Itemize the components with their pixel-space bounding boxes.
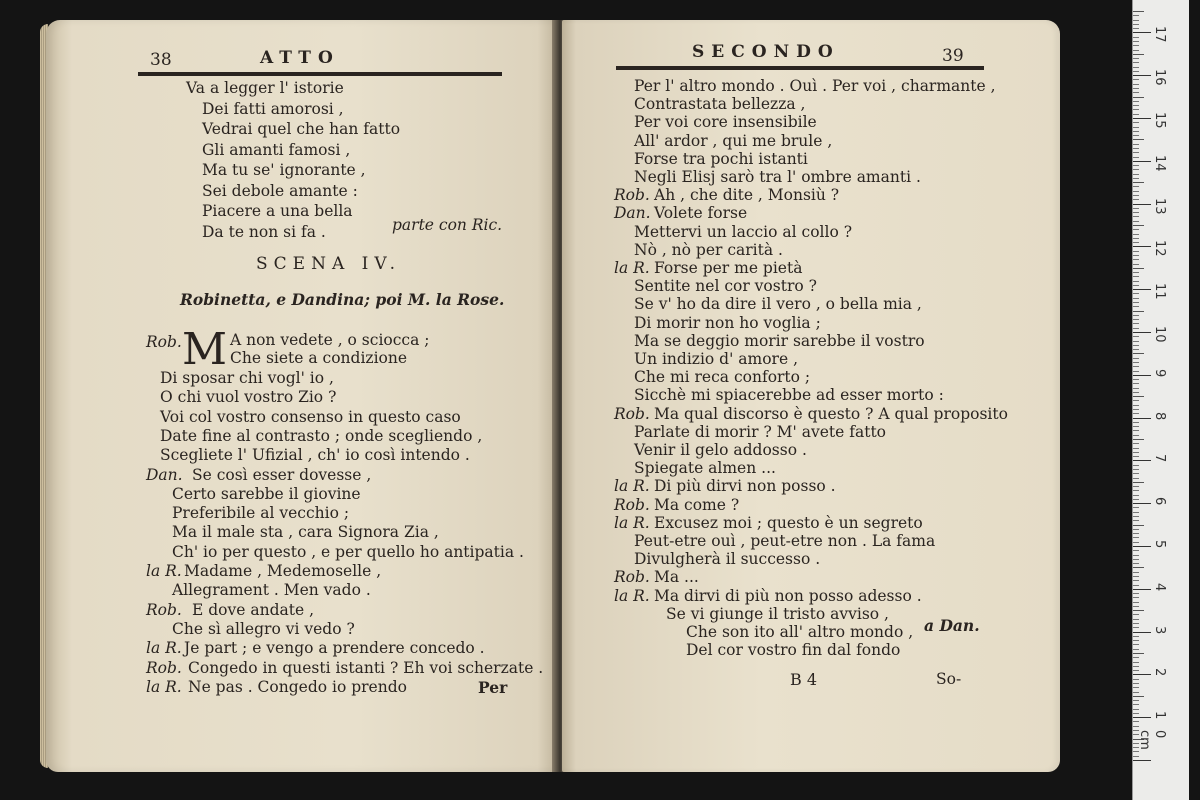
ruler-tick [1133,452,1139,453]
ruler-tick [1133,135,1139,136]
dialogue-line: Certo sarebbe il giovine [172,484,361,503]
ruler-tick [1133,666,1139,667]
ruler-tick [1133,448,1139,449]
ruler-tick [1133,67,1139,68]
speaker-label: Rob. [146,333,182,351]
ruler-tick [1133,328,1139,329]
ruler-number: 10 [1152,326,1167,343]
ruler-tick [1133,259,1139,260]
ruler-tick [1133,679,1139,680]
dialogue-line: Che siete a condizione [230,349,408,367]
ruler-tick [1133,636,1139,637]
dialogue-line: Se v' ho da dire il vero , o bella mia , [634,295,922,314]
ruler-tick [1133,490,1139,491]
ruler-tick [1133,443,1139,444]
ruler-tick [1133,692,1139,693]
ruler-tick [1133,169,1139,170]
ruler-tick [1133,717,1151,718]
ruler-tick [1133,298,1139,299]
ruler-number: 13 [1152,197,1167,215]
ruler-tick [1133,503,1151,504]
ruler-tick [1133,379,1139,380]
dialogue-line: Volete forse [654,204,748,223]
dialogue-line: Se così esser dovesse , [192,465,372,484]
ruler-tick [1133,208,1139,209]
speaker-label: Rob. [146,600,182,619]
ruler-tick [1133,216,1139,217]
ruler-number: 16 [1152,69,1167,86]
ruler-tick [1133,341,1139,342]
dialogue-line: Sentite nel cor vostro ? [634,277,817,296]
drop-cap: M [182,324,228,375]
ruler-number: 2 [1152,668,1167,677]
ruler-tick [1133,418,1151,419]
ruler-tick [1133,268,1144,269]
ruler-tick [1133,195,1139,196]
ruler-tick [1133,24,1139,25]
ruler-tick [1133,54,1144,55]
dialogue-line: Contrastata bellezza , [634,95,806,114]
ruler-tick [1133,567,1144,568]
dialogue-line: Ma ... [654,568,699,587]
ruler-number: 5 [1152,540,1167,549]
ruler-tick [1133,88,1139,89]
ruler-tick [1133,460,1151,461]
speaker-label: la R. [614,477,650,496]
dialogue-line: Un indizio d' amore , [634,350,798,368]
ruler-number: 7 [1152,454,1167,463]
header-rule [616,66,984,70]
dialogue-line: Ma come ? [654,495,740,514]
ruler-tick [1133,576,1139,577]
ruler-tick [1133,246,1151,247]
ruler-tick [1133,529,1139,530]
ruler-tick [1133,285,1139,286]
speaker-label: Dan. [614,204,651,223]
ruler-number: 14 [1152,154,1167,172]
ruler-tick [1133,105,1139,106]
dialogue-line: Che mi reca conforto ; [634,368,811,387]
ruler-tick [1133,264,1139,265]
speaker-label: la R. [146,562,182,580]
ruler-tick [1133,649,1139,650]
verse-line: Piacere a una bella [202,202,353,220]
ruler-number: 9 [1152,368,1167,378]
ruler-tick [1133,186,1139,187]
page-number: 39 [942,46,964,66]
ruler-tick [1133,670,1139,671]
ruler-tick [1133,323,1139,324]
ruler-tick [1133,683,1139,684]
ruler-tick [1133,495,1139,496]
ruler-tick [1133,756,1139,757]
dialogue-line: O chi vuol vostro Zio ? [160,388,337,407]
dialogue-line: Forse per me pietà [654,259,803,277]
ruler-tick [1133,336,1139,337]
ruler-tick [1133,606,1139,607]
speaker-label: Rob. [146,658,182,677]
verse-line: Vedrai quel che han fatto [202,120,401,138]
ruler-tick [1133,674,1151,675]
ruler-tick [1133,178,1139,179]
speaker-label: Rob. [614,186,650,205]
catchword: Per [478,678,508,697]
ruler-tick [1133,272,1139,273]
ruler-tick [1133,97,1144,98]
running-head: ATTO [260,48,340,68]
dialogue-line: A non vedete , o sciocca ; [230,331,430,349]
ruler-tick [1133,234,1139,235]
ruler-tick [1133,362,1139,363]
ruler-tick [1133,555,1139,556]
dialogue-line: Parlate di morir ? M' avete fatto [634,422,887,441]
speaker-label: Rob. [614,404,650,423]
ruler-tick [1133,315,1139,316]
ruler-tick [1133,430,1139,431]
speaker-label: la R. [146,639,182,658]
ruler-tick [1133,499,1139,500]
ruler-tick [1133,696,1144,697]
ruler-tick [1133,276,1139,277]
ruler-tick [1133,114,1139,115]
ruler-tick [1133,242,1139,243]
ruler-tick [1133,28,1139,29]
ruler-tick [1133,623,1139,624]
dialogue-line: Ma il male sta , cara Signora Zia , [172,523,439,542]
ruler-tick [1133,704,1139,705]
ruler-tick [1133,139,1144,140]
ruler-tick [1133,426,1139,427]
ruler-tick [1133,388,1139,389]
ruler-tick [1133,516,1139,517]
dialogue-line: Je part ; e vengo a prendere concedo . [184,639,485,658]
ruler-tick [1133,486,1139,487]
ruler-tick [1133,760,1151,761]
ruler-tick [1133,353,1144,354]
dialogue-line: Allegrament . Men vado . [172,581,371,600]
ruler-tick [1133,533,1139,534]
ruler-tick [1133,191,1139,192]
ruler-tick [1133,619,1139,620]
ruler-tick [1133,255,1139,256]
ruler-tick [1133,332,1151,333]
ruler-number: 8 [1152,411,1167,420]
ruler-tick [1133,400,1139,401]
ruler-tick [1133,627,1139,628]
ruler-tick [1133,469,1139,470]
page-number: 38 [150,50,172,70]
ruler-tick [1133,546,1151,547]
ruler-tick [1133,726,1139,727]
ruler-tick [1133,435,1139,436]
ruler-tick [1133,212,1139,213]
ruler-tick [1133,45,1139,46]
ruler-tick [1133,572,1139,573]
speaker-label: la R. [146,677,182,696]
ruler-tick [1133,20,1139,21]
ruler-tick [1133,289,1151,290]
ruler-number: 0 cm [1137,730,1167,750]
speaker-label: la R. [614,513,650,532]
ruler-tick [1133,542,1139,543]
ruler-tick [1133,507,1139,508]
ruler-tick [1133,602,1139,603]
ruler-tick [1133,721,1139,722]
ruler-tick [1133,644,1139,645]
ruler-tick [1133,319,1139,320]
ruler-number: 4 [1152,582,1167,592]
ruler-tick [1133,144,1139,145]
ruler-tick [1133,127,1139,128]
ruler-tick [1133,653,1144,654]
verse-line: Ma tu se' ignorante , [202,161,366,179]
speaker-label: Rob. [614,495,650,514]
ruler-number: 17 [1152,26,1167,43]
catchword: So- [936,670,962,688]
dialogue-line: Forse tra pochi istanti [634,149,808,168]
ruler-tick [1133,75,1151,76]
ruler-tick [1133,182,1144,183]
dialogue-line: Di morir non ho voglia ; [634,313,821,332]
ruler-tick [1133,221,1139,222]
ruler-tick [1133,157,1139,158]
speaker-label: la R. [614,259,650,277]
right-page [562,20,1060,772]
speaker-label: Rob. [614,568,650,587]
ruler-tick [1133,563,1139,564]
ruler-tick [1133,473,1139,474]
dialogue-line: Mettervi un laccio al collo ? [634,222,853,241]
ruler-tick [1133,302,1139,303]
dialogue-line: Che son ito all' altro mondo , [686,623,914,641]
ruler-tick [1133,392,1139,393]
ruler-tick [1133,713,1139,714]
dialogue-line: Ch' io per questo , e per quello ho antipatia . [172,542,524,561]
speaker-label: Dan. [146,465,183,484]
ruler-number: 6 [1152,497,1167,506]
ruler-tick [1133,349,1139,350]
dialogue-line: Se vi giunge il tristo avviso , [666,604,889,623]
ruler-tick [1133,37,1139,38]
ruler-tick [1133,657,1139,658]
dialogue-line: Divulgherà il successo . [634,550,821,569]
ruler-tick [1133,405,1139,406]
ruler-tick [1133,92,1139,93]
ruler-tick [1133,640,1139,641]
running-head: SECONDO [692,42,840,62]
ruler-tick [1133,41,1139,42]
ruler-tick [1133,84,1139,85]
dialogue-line: Peut-etre ouì , peut-etre non . La fama [634,532,936,550]
dialogue-line: Di più dirvi non posso . [654,477,836,496]
characters-line: Robinetta, e Dandina; poi M. la Rose. [180,290,505,309]
ruler-tick [1133,482,1144,483]
dialogue-line: Nò , nò per carità . [634,240,783,259]
ruler-tick [1133,161,1151,162]
ruler-tick [1133,662,1139,663]
ruler-tick [1133,383,1139,384]
ruler-tick [1133,152,1139,153]
ruler-tick [1133,118,1151,119]
ruler-tick [1133,478,1139,479]
ruler-tick [1133,614,1139,615]
verse-line: Va a legger l' istorie [186,79,344,97]
ruler-tick [1133,585,1139,586]
ruler-tick [1133,293,1139,294]
dialogue-line: Ma dirvi di più non posso adesso . [654,586,922,605]
ruler-tick [1133,122,1139,123]
ruler-tick [1133,371,1139,372]
ruler-tick [1133,50,1139,51]
ruler-tick [1133,11,1144,12]
header-rule [138,72,502,76]
ruler-tick [1133,311,1144,312]
dialogue-line: Excusez moi ; questo è un segreto [654,513,923,532]
ruler-tick [1133,610,1144,611]
ruler-tick [1133,413,1139,414]
ruler-tick [1133,589,1151,590]
ruler-tick [1133,101,1139,102]
ruler-tick [1133,687,1139,688]
dialogue-line: All' ardor , qui me brule , [634,131,833,150]
ruler-tick [1133,439,1144,440]
ruler-number: 3 [1152,625,1167,634]
aside-direction: a Dan. [924,616,980,635]
ruler-tick [1133,71,1139,72]
dialogue-line: Che sì allegro vi vedo ? [172,619,355,638]
ruler-tick [1133,32,1151,33]
ruler-tick [1133,422,1139,423]
verse-line: Gli amanti famosi , [202,140,351,159]
ruler-tick [1133,174,1139,175]
ruler-tick [1133,358,1139,359]
dialogue-line: Congedo in questi istanti ? Eh voi scherzate . [188,658,544,677]
ruler-tick [1133,597,1139,598]
ruler-tick [1133,709,1139,710]
ruler-tick [1133,520,1139,521]
dialogue-line: E dove andate , [192,600,314,619]
ruler-tick [1133,550,1139,551]
dialogue-line: Per l' altro mondo . Ouì . Per voi , charmante , [634,77,996,95]
dialogue-line: Di sposar chi vogl' io , [160,369,334,387]
ruler-tick [1133,131,1139,132]
verse-line: Dei fatti amorosi , [202,99,344,118]
stage-direction: parte con Ric. [392,216,503,234]
ruler-tick [1133,204,1151,205]
ruler-tick [1133,537,1139,538]
ruler-tick [1133,375,1151,376]
dialogue-line: Ma se deggio morir sarebbe il vostro [634,331,925,350]
ruler-tick [1133,109,1139,110]
verse-line: Da te non si fa . [202,222,326,241]
ruler-tick [1133,15,1139,16]
ruler-tick [1133,306,1139,307]
ruler-tick [1133,700,1139,701]
dialogue-line: Scegliete l' Ufizial , ch' io così intendo . [160,446,470,465]
ruler-tick [1133,512,1139,513]
ruler-tick [1133,559,1139,560]
dialogue-line: Per voi core insensibile [634,113,817,132]
ruler-tick [1133,165,1139,166]
ruler-number: 1 [1152,711,1167,720]
dialogue-line: Sicchè mi spiacerebbe ad esser morto : [634,386,944,405]
ruler-tick [1133,229,1139,230]
measuring-ruler [1132,0,1189,800]
dialogue-line: Madame , Medemoselle , [184,562,382,580]
dialogue-line: Ma qual discorso è questo ? A qual proposito [654,404,1008,423]
dialogue-line: Del cor vostro fin dal fondo [686,641,901,660]
dialogue-line: Venir il gelo addosso . [634,441,807,459]
scene-heading: SCENA IV. [256,254,402,274]
ruler-tick [1133,62,1139,63]
speaker-label: la R. [614,586,650,605]
dialogue-line: Voi col vostro consenso in questo caso [160,407,461,426]
ruler-tick [1133,58,1139,59]
ruler-tick [1133,251,1139,252]
dialogue-line: Ne pas . Congedo io prendo [188,677,407,696]
ruler-tick [1133,593,1139,594]
dialogue-line: Date fine al contrasto ; onde scegliendo , [160,426,483,445]
ruler-tick [1133,148,1139,149]
ruler-tick [1133,345,1139,346]
ruler-tick [1133,525,1144,526]
dialogue-line: Ah , che dite , Monsiù ? [654,186,840,205]
ruler-tick [1133,225,1144,226]
dialogue-line: Negli Elisj sarò tra l' ombre amanti . [634,168,921,186]
ruler-number: 11 [1152,283,1167,300]
ruler-tick [1133,199,1139,200]
ruler-tick [1133,465,1139,466]
ruler-tick [1133,632,1151,633]
ruler-number: 15 [1152,112,1167,129]
verse-line: Sei debole amante : [202,181,358,200]
dialogue-line: Preferibile al vecchio ; [172,504,350,523]
ruler-tick [1133,238,1139,239]
ruler-tick [1133,366,1139,367]
ruler-tick [1133,409,1139,410]
left-page [46,20,558,772]
signature-mark: B 4 [790,670,818,689]
ruler-tick [1133,456,1139,457]
ruler-tick [1133,79,1139,80]
ruler-tick [1133,281,1139,282]
ruler-number: 12 [1152,240,1167,257]
ruler-tick [1133,580,1139,581]
dialogue-line: Spiegate almen ... [634,459,776,478]
ruler-tick [1133,396,1144,397]
